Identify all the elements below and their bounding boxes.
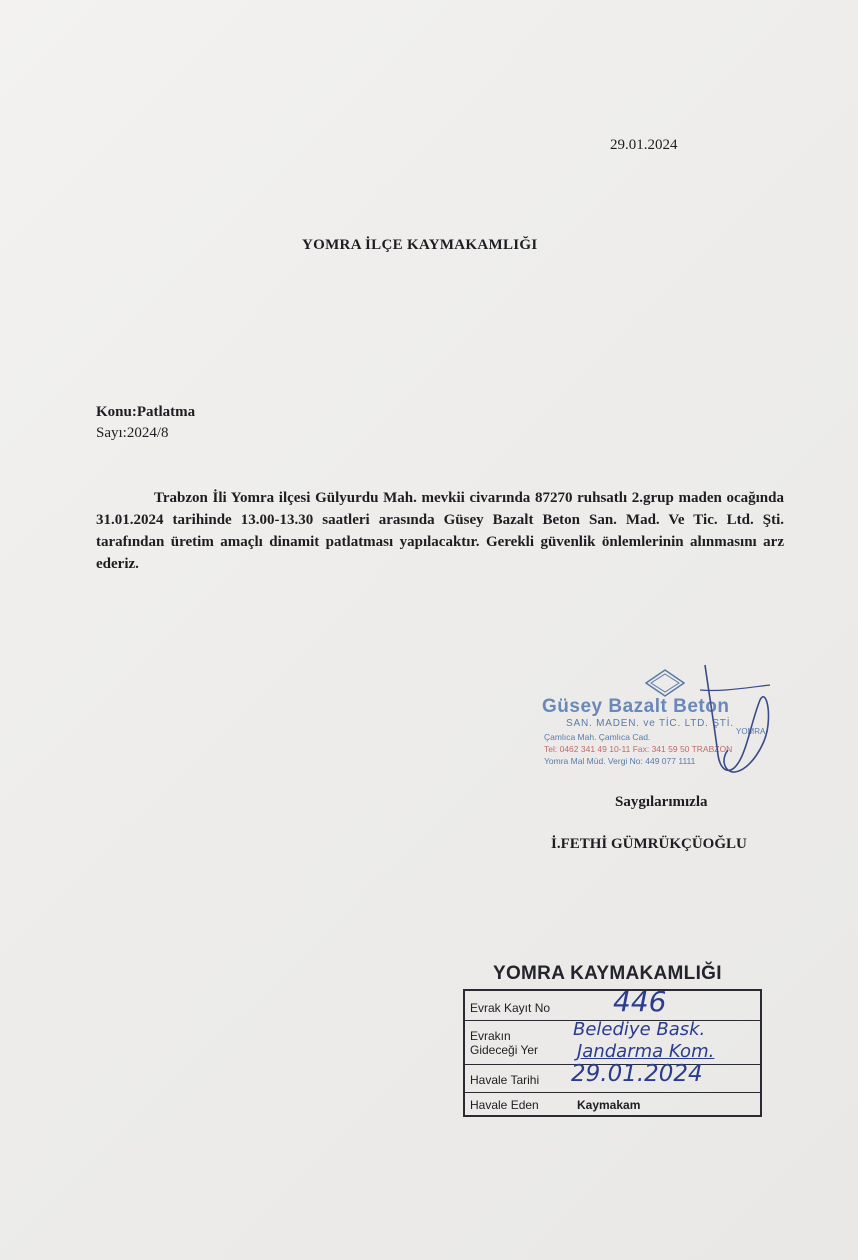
addressee: YOMRA İLÇE KAYMAKAMLIĞI	[302, 237, 538, 253]
company-phone: Tel: 0462 341 49 10-11 Fax: 341 59 50 TRABZON	[544, 744, 733, 754]
registry-row-record-no	[465, 985, 760, 1021]
registry-label: Havale Eden	[470, 1098, 539, 1112]
registry-stamp-table	[463, 985, 762, 1117]
handwritten-destination-2: Jandarma Kom.	[577, 1041, 715, 1062]
company-logo-icon	[645, 669, 685, 697]
company-location: YOMRA	[736, 727, 766, 736]
reference-number: Sayı:2024/8	[96, 425, 169, 441]
company-address: Çamlıca Mah. Çamlıca Cad.	[544, 732, 651, 742]
letter-body: Trabzon İli Yomra ilçesi Gülyurdu Mah. mevkii civarında 87270 ruhsatlı 2.grup maden ocağında 31.01.2024 tarihinde 13.00-13.30 saatleri arasında Güsey Bazalt Beton San. Mad. Ve Tic. Ltd. Şti. tarafından üretim amaçlı dinamit patlatması yapılacaktır. Gerekli güvenlik önlemlerinin alınmasını arz ederiz.	[96, 490, 784, 572]
registry-row-transferred-by	[465, 1093, 760, 1115]
handwritten-signature	[690, 660, 790, 790]
registry-row-transfer-date	[465, 1061, 760, 1093]
registry-label: Evrak Kayıt No	[470, 1001, 551, 1015]
transferred-by-value: Kaymakam	[577, 1098, 641, 1112]
registry-stamp-title: YOMRA KAYMAKAMLIĞI	[493, 963, 722, 984]
letter-date: 29.01.2024	[610, 137, 678, 153]
signer-name: İ.FETHİ GÜMRÜKÇÜOĞLU	[551, 836, 747, 852]
registry-row-destination	[465, 1021, 760, 1065]
handwritten-record-no: 446	[613, 985, 667, 1018]
subject-line: Konu:Patlatma	[96, 404, 196, 420]
registry-label: Havale Tarihi	[470, 1073, 540, 1087]
company-name: Güsey Bazalt Beton	[542, 696, 730, 717]
registry-label: Evrakın Gideceği Yer	[470, 1029, 539, 1057]
company-type: SAN. MADEN. ve TİC. LTD. ŞTİ.	[566, 718, 734, 729]
company-tax: Yomra Mal Müd. Vergi No: 449 077 1111	[544, 756, 696, 766]
handwritten-transfer-date: 29.01.2024	[571, 1061, 703, 1087]
closing-salutation: Saygılarımızla	[615, 794, 708, 810]
handwritten-destination-1: Belediye Bask.	[573, 1019, 706, 1040]
